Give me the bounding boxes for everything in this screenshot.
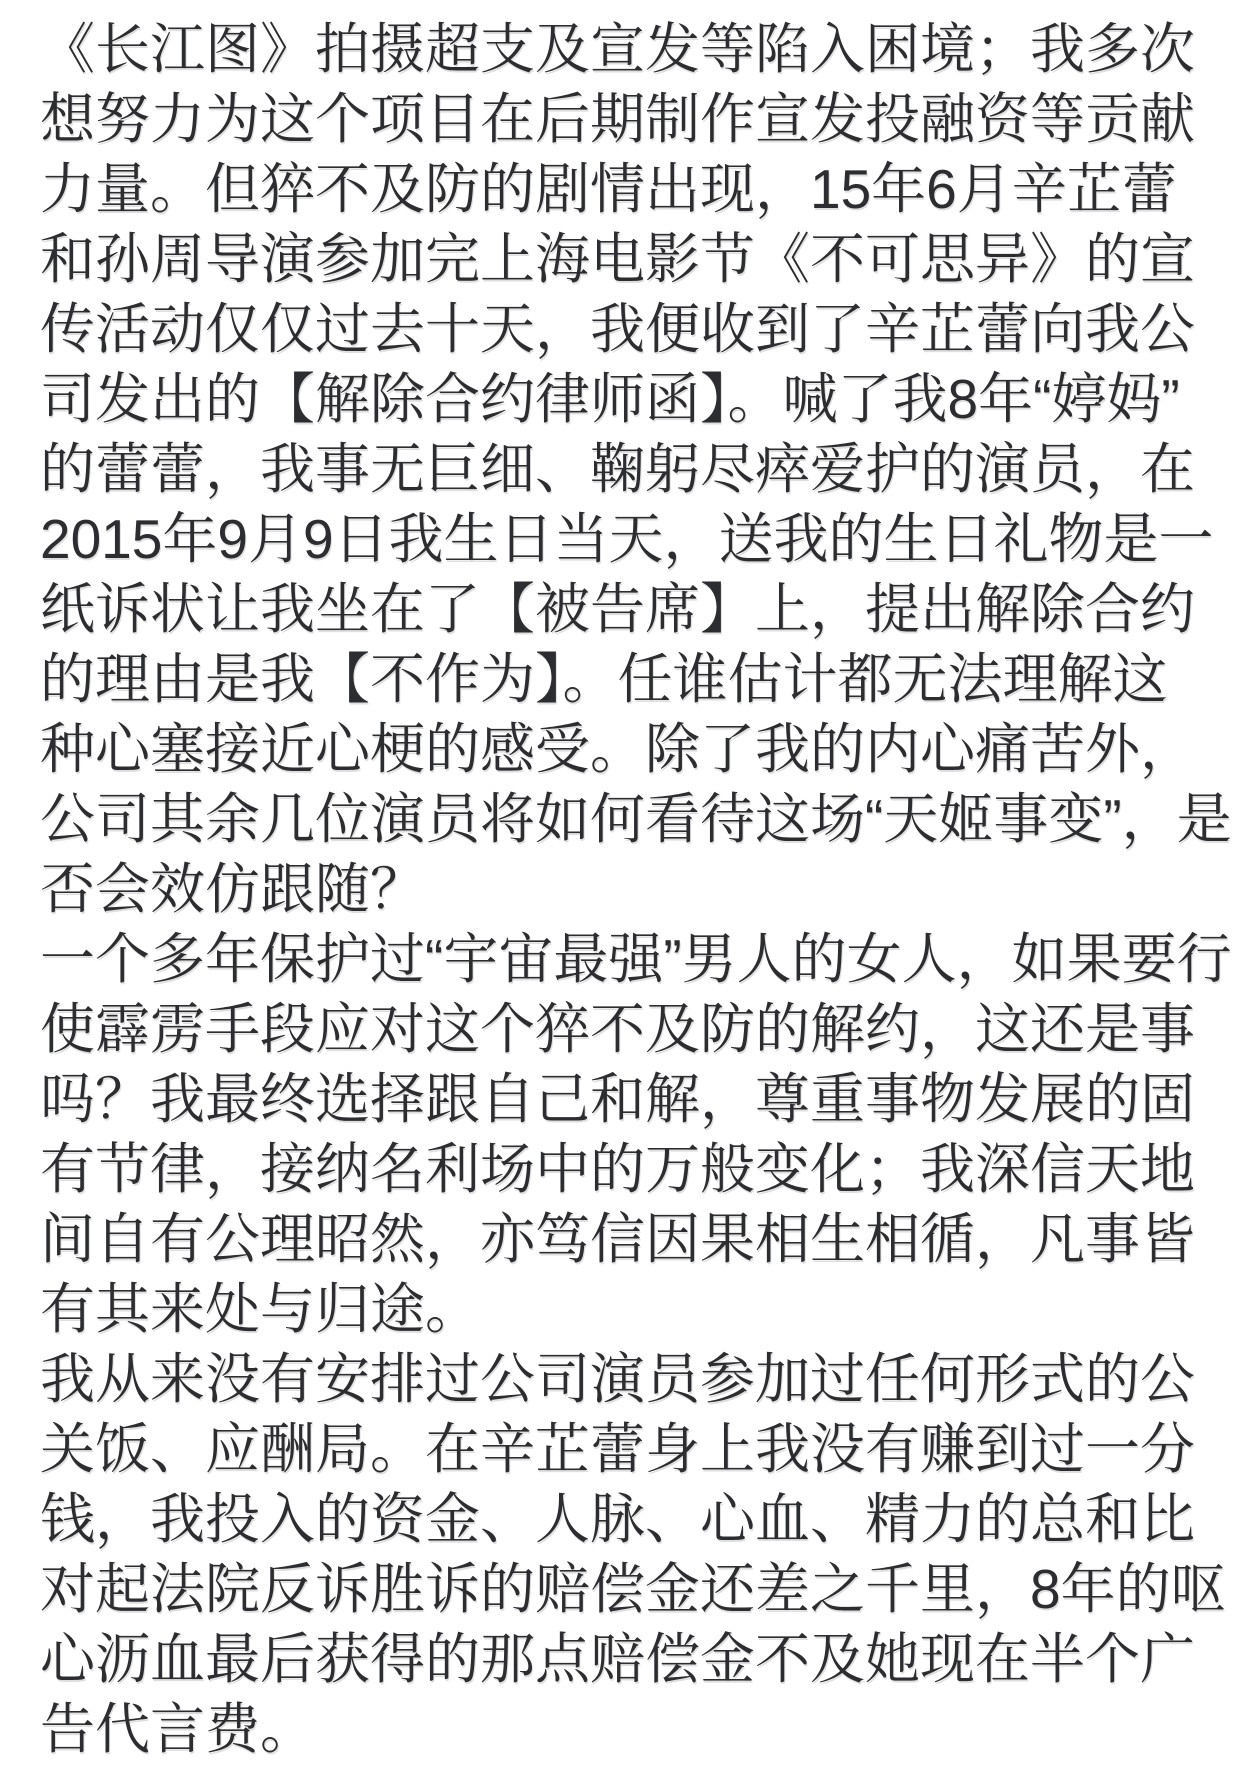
text-line: 钱，我投入的资金、人脉、心血、精力的总和比 [40,1488,1196,1550]
text-line: 公司其余几位演员将如何看待这场“天姬事变”，是 [40,788,1232,850]
text-line: 有节律，接纳名利场中的万般变化；我深信天地 [40,1138,1196,1200]
text-line: 种心塞接近心梗的感受。除了我的内心痛苦外， [40,718,1196,780]
text-line: 传活动仅仅过去十天，我便收到了辛芷蕾向我公 [40,298,1196,360]
text-line: 的蕾蕾，我事无巨细、鞠躬尽瘁爱护的演员，在 [40,438,1196,500]
text-line: 间自有公理昭然，亦笃信因果相生相循，凡事皆 [40,1208,1196,1270]
text-line: 司发出的【解除合约律师函】。喊了我8年“婷妈” [40,368,1180,430]
text-line: 纸诉状让我坐在了【被告席】上，提出解除合约 [40,578,1196,640]
text-line: 我从来没有安排过公司演员参加过任何形式的公 [40,1348,1196,1410]
text-line: 的理由是我【不作为】。任谁估计都无法理解这 [40,648,1168,710]
text-line: 使霹雳手段应对这个猝不及防的解约，这还是事 [40,998,1196,1060]
text-line: 和孙周导演参加完上海电影节《不可思异》的宣 [40,228,1196,290]
text-line: 一个多年保护过“宇宙最强”男人的女人，如果要行 [40,928,1232,990]
text-line: 《长江图》拍摄超支及宣发等陷入困境；我多次 [40,18,1196,80]
text-line: 心沥血最后获得的那点赔偿金不及她现在半个广 [40,1628,1196,1690]
paragraph [40,1344,1226,1764]
text-line: 有其来处与归途。 [40,1278,481,1340]
text-line: 否会效仿跟随？ [40,858,426,920]
text-line: 吗？我最终选择跟自己和解，尊重事物发展的固 [40,1068,1196,1130]
text-line: 对起法院反诉胜诉的赔偿金还差之千里，8年的呕 [40,1558,1226,1620]
text-line: 2015年9月9日我生日当天，送我的生日礼物是一 [40,508,1214,570]
paragraph [40,14,1232,924]
text-line: 想努力为这个项目在后期制作宣发投融资等贡献 [40,88,1196,150]
text-line: 告代言费。 [40,1698,316,1760]
paragraph [40,924,1232,1344]
text-line: 力量。但猝不及防的剧情出现，15年6月辛芷蕾 [40,158,1177,220]
text-line: 关饭、应酬局。在辛芷蕾身上我没有赚到过一分 [40,1418,1196,1480]
